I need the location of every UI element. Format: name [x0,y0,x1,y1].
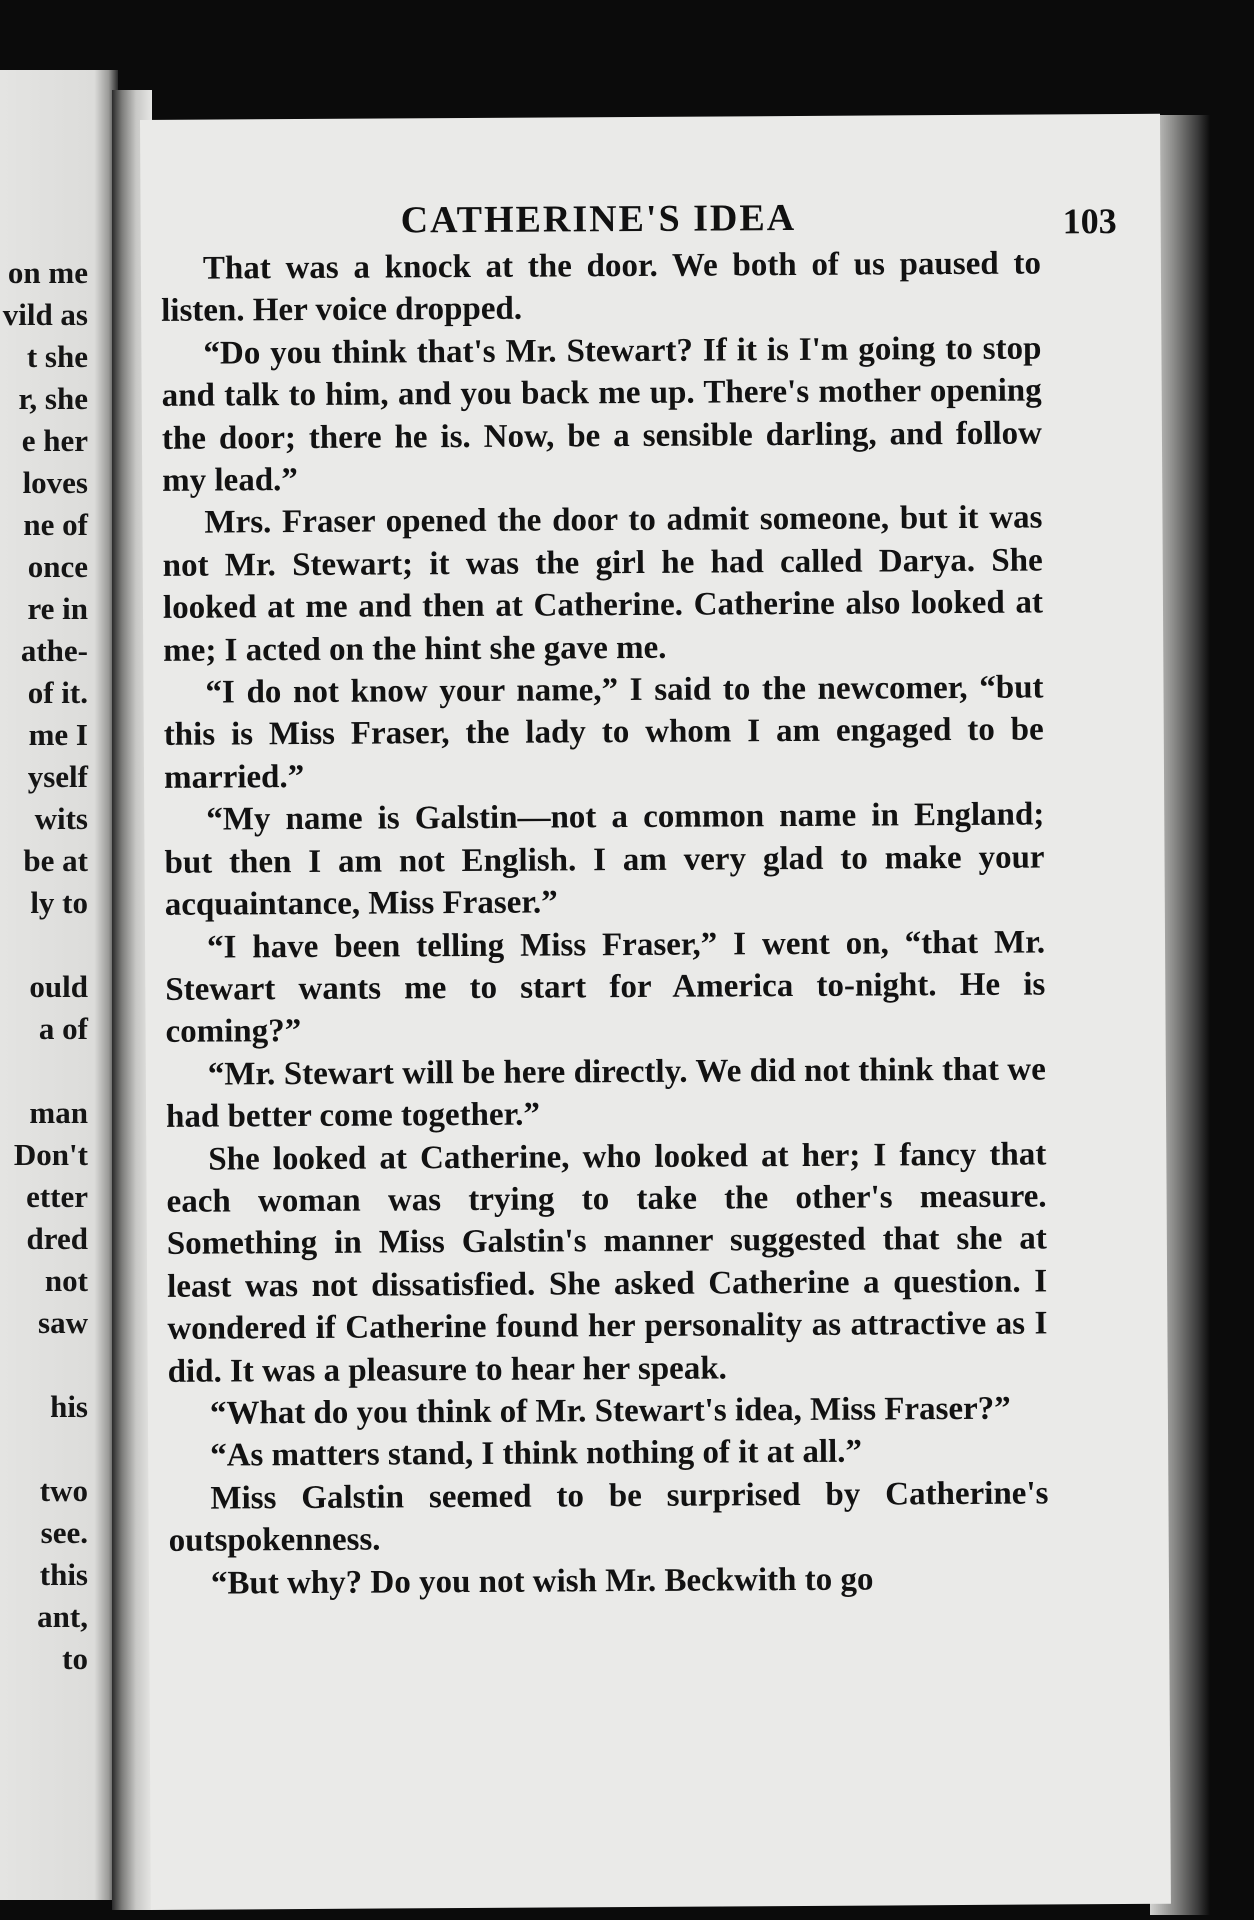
left-page-line-fragment: r, she [18,381,88,416]
paragraph: “As matters stand, I think nothing of it at all.” [210,1433,863,1474]
page-number: 103 [1062,201,1117,242]
left-page-line-fragment: Don't [13,1137,88,1172]
left-page-line-fragment: to [62,1641,88,1676]
left-page-line-fragment: ne of [23,507,88,542]
left-page-line-fragment: on me [7,255,88,290]
left-page-line-fragment: saw [38,1305,88,1340]
paragraph: “I do not know your name,” I said to the newcomer, “but this is Miss Fraser, the lady to whom I am engaged to be married.” [163,669,1044,796]
page-header [140,194,1180,250]
left-page-line-fragment: be at [23,843,88,878]
paragraph: Mrs. Fraser opened the door to admit someone, but it was not Mr. Stewart; it was the girl he had called Darya. She looked at me and then at Catherine. Catherine also looked at me; I acted on the hint she gave me. [162,499,1044,669]
paragraph: “Mr. Stewart will be here directly. We did not think that we had better come together.” [165,1051,1046,1135]
left-page-line-fragment: me I [28,717,88,752]
left-page-line-fragment: see. [40,1515,88,1550]
left-page-line-fragment: athe- [20,633,88,668]
book-page [140,114,1171,1910]
left-page-line-fragment: once [27,549,88,584]
adjacent-left-page [0,70,118,1900]
paragraph: Miss Galstin seemed to be surprised by Catherine's outspokenness. [168,1475,1049,1560]
paragraph: “Do you think that's Mr. Stewart? If it is I'm going to stop and talk to him, and you back me up. There's mother opening the door; there he is. Now, be a sensible darling, and follow my lead.” [161,330,1043,499]
paragraph: “My name is Galstin—not a common name in England; but then I am not English. I am very glad to make your acquaintance, Miss Fraser.” [164,796,1045,923]
left-page-line-fragment: dred [26,1221,88,1256]
paragraph: “But why? Do you not wish Mr. Beckwith to go [210,1561,874,1602]
left-page-line-fragment: e her [21,423,88,458]
running-head: CATHERINE'S IDEA [400,196,797,242]
left-page-line-fragment: wits [34,801,88,836]
left-page-line-fragment: etter [26,1179,88,1214]
paragraph: She looked at Catherine, who looked at her; I fancy that each woman was trying to take the other's measure. Something in Miss Galstin's manner suggested that she at least was not dissatisfied. She asked Catherine a question. I wondered if Catherine found her personality as attractive as I did. It was a pleasure to hear her speak. [166,1136,1048,1390]
left-page-line-fragment: re in [27,591,88,626]
body-text [161,242,1049,1604]
left-page-line-fragment: two [39,1473,88,1508]
left-page-line-fragment: his [50,1389,88,1424]
paragraph: “What do you think of Mr. Stewart's idea, Miss Fraser?” [209,1390,1011,1432]
left-page-line-fragment: ant, [37,1599,88,1634]
paragraph: “I have been telling Miss Fraser,” I went on, “that Mr. Stewart wants me to start for America to-night. He is coming?” [165,923,1046,1051]
left-page-line-fragment: loves [22,465,88,500]
left-page-line-fragment: vild as [2,297,88,332]
paragraph: That was a knock at the door. We both of us paused to listen. Her voice dropped. [161,245,1042,330]
left-page-line-fragment: ly to [30,885,88,920]
left-page-line-fragment: of it. [27,675,88,710]
left-page-line-fragment: man [29,1095,88,1130]
left-page-line-fragment: yself [27,759,88,794]
left-page-line-fragment: ould [29,969,88,1004]
left-page-line-fragment: a of [38,1011,88,1046]
left-page-line-fragment: not [44,1263,88,1298]
left-page-line-fragment: t she [26,339,88,374]
left-page-line-fragment: this [39,1557,88,1592]
